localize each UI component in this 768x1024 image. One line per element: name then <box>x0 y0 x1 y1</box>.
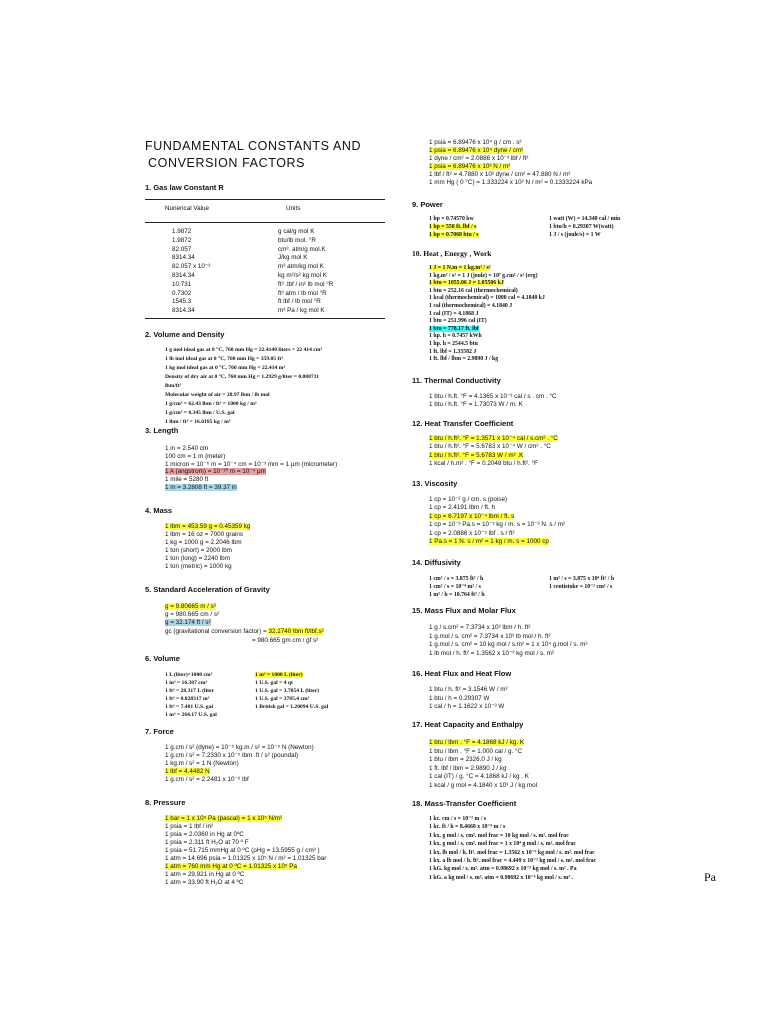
heat-capacity-line-text: 1 btu / lbm = 2326.0 J / kg <box>429 756 502 764</box>
heat-transfer-line <box>429 452 523 460</box>
mass-transfer-line <box>429 858 596 866</box>
length-line <box>165 445 208 453</box>
length-line <box>165 461 337 469</box>
table-cell-value: 10.731 <box>172 280 192 288</box>
mass-line-text: 1 ton (long) = 2240 lbm <box>165 555 230 562</box>
volume-right-line <box>255 672 303 680</box>
heat-transfer-line <box>429 443 551 451</box>
volume-density-line <box>165 365 285 373</box>
volume-right-line <box>255 696 309 704</box>
gc-label: gc (gravitational conversion factor) = 32.1740 lbm ft/lbf.s² <box>165 628 324 635</box>
heat-capacity-line-text: 1 kcal / g mol = 4.1840 x 10³ J / kg mol <box>429 782 537 789</box>
volume-density-line <box>165 347 322 355</box>
heat-transfer-line <box>429 460 538 468</box>
heat-flux-line-text: 1 btu / h. ft² = 3.1546 W / m² <box>429 686 508 693</box>
viscosity-line <box>429 538 549 546</box>
pressure-continued-line-text: 1 psia = 6.89476 x 10⁴ dyne / cm² <box>429 147 524 154</box>
volume-density-line-text: 1 g mol ideal gas at 0 °C, 760 mm Hg = 22.4140 liters = 22 414 cm³ <box>165 347 323 353</box>
table-cell-value: 1.9872 <box>172 228 192 235</box>
energy-line-text: 1 ft. lbf = 1.35582 J <box>429 348 477 355</box>
mass-flux-line-text: 1 g / s.cm² = 7.3734 x 10³ lbm / h. ft² <box>429 624 531 631</box>
mass-transfer-line <box>429 841 576 849</box>
volume-density-line-text: 1 lb mol ideal gas at 0 °C, 760 mm Hg = 359.05 ft³ <box>165 356 283 362</box>
pressure-line <box>165 879 243 887</box>
table-bottom-rule <box>145 318 385 319</box>
table-cell-value: 82.057 <box>172 245 192 253</box>
section-heading-diffusivity: 14. Diffusivity <box>412 558 461 567</box>
heat-capacity-line <box>429 748 522 756</box>
gravity-cgs: g = 980.665 cm / s² <box>165 611 220 618</box>
mass-transfer-line <box>429 833 569 841</box>
length-line <box>165 476 208 484</box>
volume-left-line-text: 1 L (liter)=1000 cm³ <box>165 672 213 678</box>
volume-density-line <box>165 356 283 364</box>
volume-right-line <box>255 680 293 688</box>
volume-left-line-text: 1 m³ = 264.17 U.S. gal <box>165 711 217 718</box>
viscosity-line-text: 1 cp = 10⁻² g / cm. s (poise) <box>429 496 508 503</box>
pressure-line-text: 1 atm = 29.921 in Hg at 0 ºC <box>165 871 245 878</box>
pressure-line <box>165 831 244 839</box>
table-header-value: Nunerical Value <box>165 205 209 212</box>
table-cell-units: cm³. atm/g mol.K <box>278 245 326 253</box>
pressure-line-text: 1 atm = 760 mm Hg at 0 ºC = 1.01325 x 10⁵ Pa <box>165 863 297 870</box>
volume-left-line <box>165 680 207 688</box>
mass-flux-line <box>429 650 554 658</box>
energy-line-text: 1 ft. lbf / lbm = 2.9890 J / kg <box>429 356 499 363</box>
mass-line-text: 1 lbm = 16 oz = 7000 grains <box>165 531 244 538</box>
heat-flux-line <box>429 695 489 703</box>
thermal-conductivity-line-text: 1 btu / h.ft. °F = 4.1365 x 10⁻³ cal / s . cm . °C <box>429 393 557 400</box>
volume-left-line <box>165 712 217 720</box>
mass-flux-line-text: 1 g.mol / s. cm² = 10 kg mol / s.m² = 1 x 10⁴ g.mol / s. m² <box>429 641 588 649</box>
energy-line <box>429 265 490 273</box>
volume-left-line <box>165 688 214 696</box>
volume-left-line-text: 1 ft³ = 7.481 U.S. gal <box>165 703 214 710</box>
power-left-line-text: 1 hp = 550 ft. lbf / s <box>429 224 477 230</box>
volume-right-line <box>255 688 319 696</box>
section-heading-mass-flux: 15. Mass Flux and Molar Flux <box>412 606 516 615</box>
section-heading-viscosity: 13. Viscosity <box>412 479 458 488</box>
power-left-line-text: 1 hp = 0.7068 btu / s <box>429 232 479 238</box>
volume-left-line <box>165 696 209 704</box>
table-cell-value: 0.7302 <box>172 289 192 297</box>
thermal-conductivity-line <box>429 401 523 409</box>
table-header-units: Units <box>286 205 301 212</box>
pressure-line-text: 1 psia = 51.715 mmHg at 0 ºC (ρHg = 13.5955 g / cm³ ) <box>165 847 320 854</box>
power-left-line-text: 1 hp = 0.74570 kw <box>429 216 474 222</box>
mass-transfer-line <box>429 816 486 824</box>
length-line-text: 100 cm = 1 m (meter) <box>165 452 226 460</box>
table-cell-units: ft lbf / lb mol °R <box>278 298 321 306</box>
section-heading-heat-capacity: 17. Heat Capacity and Enthalpy <box>412 720 524 729</box>
length-line-text: 1 micron = 10⁻⁶ m = 10⁻⁴ cm = 10⁻³ mm = 1 µm (micrometer) <box>165 460 338 468</box>
mass-transfer-line-text: 1 kx. lb mol / h. ft². mol frac = 1.3562 x 10⁻³ kg mol / s. m². mol frac <box>429 849 595 856</box>
viscosity-line <box>429 513 514 521</box>
diffusivity-left-line-text: 1 cm² / s = 3.875 ft² / h <box>429 576 484 582</box>
table-cell-units: m³ atm/kg mol K <box>278 263 324 271</box>
section-heading-power: 9. Power <box>412 200 443 209</box>
volume-right-line <box>255 704 328 712</box>
table-cell-units: g cal/g mol K <box>278 228 315 235</box>
viscosity-line-text: 1 Pa.s = 1 N. s / m² = 1 kg / m. s = 1000 cp <box>429 538 549 545</box>
section-heading-energy: 10. Heat , Energy , Work <box>412 249 492 258</box>
energy-line <box>429 303 512 311</box>
energy-line <box>429 318 487 326</box>
mass-transfer-line-text: 1 kx. g mol / s. cm². mol frac = 10 kg mol / s. m². mol frac <box>429 832 569 839</box>
mass-transfer-line-text: 1 kG. kg mol / s. m². atm = 0.98692 x 10⁻⁵ kg mol / s. m² . Pa <box>429 866 577 873</box>
pressure-continued-line <box>429 155 528 163</box>
pressure-continued-line-text: 1 mm Hg ( 0 °C) = 1.333224 x 10² N / m² = 0.1333224 kPa <box>429 179 593 186</box>
force-line-text: 1 g.cm / s² = 2.2481 x 10⁻⁶ lbf <box>165 776 249 784</box>
power-right-line <box>549 216 620 224</box>
energy-line-text: 1 cal (thermochemical) = 4.1840 J <box>429 303 513 309</box>
volume-density-line <box>165 392 270 400</box>
heat-capacity-line-text: 1 btu / lbm . °F = 4.1868 kJ / kg. K <box>429 739 525 746</box>
power-left-line <box>429 224 476 232</box>
section-heading-length: 3. Length <box>145 426 179 435</box>
length-line-text: 1 mile = 5280 ft <box>165 476 209 484</box>
section-heading-mass-transfer: 18. Mass-Transfer Coefficient <box>412 799 517 808</box>
pressure-continued-line <box>429 179 592 187</box>
volume-left-line <box>165 704 213 712</box>
table-cell-value: 8314.34 <box>172 272 195 279</box>
force-line-text: 1 kg.m / s² = 1 N (Newton) <box>165 760 239 768</box>
diffusivity-right-line <box>549 576 614 584</box>
table-cell-value: 8314.34 <box>172 307 195 315</box>
pressure-continued-line-text: 1 psia = 6.89476 x 10⁴ g / cm . s² <box>429 139 522 146</box>
table-header-rule <box>145 222 385 223</box>
mass-line-text: 1 lbm = 453.59 g = 0.45359 kg <box>165 523 251 530</box>
section-heading-heat-transfer: 12. Heat Transfer Coefficient <box>412 419 514 428</box>
volume-right-line-text: 1 U.S. gal = 3.7854 L (liter) <box>255 687 319 694</box>
energy-line <box>429 280 504 288</box>
energy-line <box>429 326 479 334</box>
power-right-line-text: 1 J / s (joule/s) = 1 W <box>549 232 601 238</box>
mass-line-text: 1 ton (metric) = 1000 kg <box>165 563 232 570</box>
volume-density-line <box>165 383 181 391</box>
power-right-line <box>549 224 614 232</box>
mass-line <box>165 547 232 555</box>
table-cell-value: 82.057 x 10⁻³ <box>172 263 211 271</box>
heat-capacity-line <box>429 773 529 781</box>
energy-line <box>429 333 482 341</box>
mass-transfer-line-text: 1 kx. a lb mol / h. ft². mol frac = 4.449 x 10⁻³ kg mol / s. m². mol frac <box>429 858 597 864</box>
pressure-line-text: 1 psia = 2.311 ft H₂O at 70 º F <box>165 839 249 846</box>
heat-transfer-line-text: 1 btu / h.ft². °F = 5.6783 x 10⁻⁴ W / cm² . °C <box>429 443 551 451</box>
pressure-continued-line-text: 1 dyne / cm² = 2.0886 x 10⁻³ lbf / ft² <box>429 155 529 162</box>
heat-capacity-line-text: 1 ft. lbf / lbm = 2.9890 J / kg <box>429 764 507 772</box>
mass-transfer-line <box>429 824 505 832</box>
length-line <box>165 453 225 461</box>
heat-capacity-line-text: 1 btu / lbm . °F = 1.000 cal / g. °C <box>429 747 523 755</box>
mass-line <box>165 563 232 571</box>
length-line-text: 1 m = 3.2808 ft = 39.37 in <box>165 484 237 491</box>
pressure-line-text: 1 psia = 1 lbf / in² <box>165 823 214 830</box>
volume-right-line-text: 1 m³ = 1000 L (liter) <box>255 672 303 678</box>
heat-transfer-line-text: 1 btu / h.ft². °F = 1.3571 x 10⁻⁴ cal / s.cm² . °C <box>429 435 558 442</box>
mass-line <box>165 555 230 563</box>
volume-density-line <box>165 410 235 418</box>
pressure-line-text: 1 atm = 33.90 ft H₂O at 4 ºC <box>165 879 244 886</box>
pressure-line-text: 1 atm = 14.696 psia = 1.01325 x 10⁵ N / m² = 1.01325 bar <box>165 855 327 862</box>
table-cell-units: btu/lb mol. °R <box>278 236 316 244</box>
gravity-english: g = 32.174 ft / s² <box>165 619 211 626</box>
power-right-line-text: 1 btu/h = 0.29307 W(watt) <box>549 224 614 230</box>
volume-density-line-text: Density of dry air at 0 °C, 760 mm Hg = 1.2929 g/liter = 0.080711 <box>165 374 319 380</box>
mass-line <box>165 539 242 547</box>
length-line <box>165 468 266 476</box>
pressure-line <box>165 839 249 847</box>
force-line <box>165 752 298 760</box>
pressure-line <box>165 863 297 871</box>
energy-line <box>429 349 476 357</box>
heat-capacity-line <box>429 739 524 747</box>
force-line <box>165 776 249 784</box>
table-cell-value: 1545.3 <box>172 298 192 306</box>
length-line <box>165 484 237 492</box>
energy-line-text: 1 btu = 252.16 cal (thermochemical) <box>429 287 518 294</box>
gravity-si: g = 9.80665 m / s² <box>165 603 216 610</box>
pressure-line <box>165 855 326 863</box>
table-cell-units: kg m²/s² kg mol K <box>278 272 327 279</box>
energy-line-text: 1 hp. h = 2544.5 btu <box>429 341 478 347</box>
energy-line-text: 1 kcal (thermochemical) = 1000 cal = 4.1840 kJ <box>429 295 545 302</box>
heat-capacity-line <box>429 782 537 790</box>
mass-transfer-line-text: 1 kG. a kg mol / s. m². atm = 0.98692 x 10⁻⁵ kg mol / s. m² . <box>429 874 573 881</box>
heat-flux-line-text: 1 btu / h = 0.29307 W <box>429 694 490 702</box>
energy-line-text: 1 btu = 778.17 ft. lbf <box>429 325 479 332</box>
heat-transfer-line <box>429 435 558 443</box>
volume-left-line <box>165 672 212 680</box>
energy-line <box>429 356 498 364</box>
force-line <box>165 768 210 776</box>
heat-flux-line <box>429 703 504 711</box>
section-heading-volume: 6. Volume <box>145 654 180 663</box>
pressure-continued-line-text: 1 lbf / ft² = 4.7880 x 10² dyne / cm² = 47.880 N / m² <box>429 171 571 178</box>
table-cell-units: ft³ .lbf / in² lb mol °R <box>278 280 334 288</box>
volume-left-line-text: 1 in³ = 16.387 cm³ <box>165 679 208 686</box>
pressure-line <box>165 847 320 855</box>
energy-line <box>429 273 538 281</box>
volume-density-line-text: 1 kg mol ideal gas at 0 °C, 760 mm Hg = 22.414 m³ <box>165 365 286 371</box>
diffusivity-left-line <box>429 584 481 592</box>
section-heading-mass: 4. Mass <box>145 506 173 515</box>
energy-line-text: 1 btu = 1055.06 J = 1.05506 kJ <box>429 280 504 287</box>
table-cell-value: 1.9872 <box>172 236 192 244</box>
pressure-line-text: 1 bar = 1 x 10⁵ Pa (pascal) = 1 x 10⁵ N/m² <box>165 815 283 822</box>
title-line-1: FUNDAMENTAL CONSTANTS AND <box>145 139 362 153</box>
mass-line <box>165 523 250 531</box>
force-line-text: 1 g.cm / s² = 7.2330 x 10⁻⁵ lbm .ft / s² (poundal) <box>165 752 299 760</box>
section-heading-heat-flux: 16. Heat Flux and Heat Flow <box>412 669 512 678</box>
table-cell-units: J/kg mol K <box>278 254 308 262</box>
title-line-2: CONVERSION FACTORS <box>148 156 306 170</box>
section-heading-volume-density: 2. Volume and Density <box>145 330 225 339</box>
mass-transfer-line <box>429 866 576 874</box>
pressure-line <box>165 871 244 879</box>
mass-flux-line <box>429 641 587 649</box>
power-left-line <box>429 216 474 224</box>
pressure-line-text: 1 psia = 2.0360 in Hg at 0ºC <box>165 831 244 838</box>
diffusivity-left-line-text: 1 cm² / s = 10⁻⁴ m² / s <box>429 584 481 591</box>
section-heading-thermal-conductivity: 11. Thermal Conductivity <box>412 376 501 385</box>
section-heading-force: 7. Force <box>145 727 174 736</box>
section-heading-pressure: 8. Pressure <box>145 798 186 807</box>
diffusivity-right-line-text: 1 m² / s = 3.875 x 10⁴ ft² / h <box>549 576 615 582</box>
viscosity-line-text: 1 cp = 2.4191 lbm / ft. h <box>429 504 495 512</box>
section-heading-gas-law: 1. Gas law Constant R <box>145 183 224 192</box>
energy-line-text: 1 hp. h = 0.7457 kWh <box>429 333 482 340</box>
pressure-continued-line <box>429 139 522 147</box>
volume-left-line-text: 1 ft³ = 28.317 L (liter <box>165 687 214 694</box>
viscosity-line <box>429 504 495 512</box>
power-right-line-text: 1 watt (W) = 14.340 cal / min <box>549 216 621 222</box>
viscosity-line-text: 1 cp = 10⁻³ Pa.s = 10⁻³ kg / m. s = 10⁻³ N. s / m² <box>429 521 566 529</box>
pressure-continued-line-text: 1 psia = 6.89476 x 10³ N / m² <box>429 163 511 170</box>
energy-line <box>429 295 545 303</box>
gc-english: 32.1740 lbm ft/lbf.s² <box>268 628 324 635</box>
volume-density-line <box>165 374 319 382</box>
heat-capacity-line <box>429 756 502 764</box>
thermal-conductivity-line <box>429 393 557 401</box>
volume-density-line-text: 1 g/cm³ = 62.43 lbm / ft³ = 1000 kg / m³ <box>165 401 257 407</box>
viscosity-line <box>429 530 515 538</box>
heat-flux-line <box>429 686 508 694</box>
mass-line-text: 1 ton (short) = 2000 lbm <box>165 547 233 554</box>
mass-transfer-tail-unit: Pa <box>704 870 716 884</box>
viscosity-line-text: 1 cp = 2.0886 x 10⁻⁵ lbf . s / ft² <box>429 529 515 537</box>
length-line-text: 1 in = 2.540 cm <box>165 445 209 452</box>
viscosity-line-text: 1 cp = 6.7197 x 10⁻⁴ lbm / ft. s <box>429 512 515 520</box>
heat-capacity-line-text: 1 cal (IT) / g. °C = 4.1868 kJ / kg . K <box>429 773 529 781</box>
section-heading-gravity: 5. Standard Acceleration of Gravity <box>145 585 270 594</box>
volume-right-line-text: 1 British gal = 1.20094 U.S. gal <box>255 703 329 710</box>
power-right-line <box>549 232 601 240</box>
pressure-continued-line <box>429 171 570 179</box>
pressure-continued-line <box>429 163 510 171</box>
force-line-text: 1 g.cm / s² (dyne) = 10⁻⁵ kg.m / s² = 10⁻⁵ N (Newton) <box>165 744 314 751</box>
mass-transfer-line <box>429 850 595 858</box>
volume-density-line <box>165 401 257 409</box>
energy-line <box>429 341 478 349</box>
pressure-line <box>165 815 282 823</box>
force-line <box>165 744 314 752</box>
viscosity-line <box>429 521 565 529</box>
mass-transfer-line <box>429 875 573 883</box>
mass-flux-line-text: 1 g.mol / s. cm² = 7.3734 x 10³ lb mol / h. ft² <box>429 632 551 640</box>
volume-density-line-text: lbm/ft³ <box>165 383 182 389</box>
volume-left-line-text: 1 ft³ = 0.028317 m³ <box>165 695 210 702</box>
volume-right-line-text: 1 U.S. gal = 3785.4 cm³ <box>255 695 310 702</box>
power-left-line <box>429 232 479 240</box>
diffusivity-left-line <box>429 592 485 600</box>
diffusivity-right-line-text: 1 centistoke = 10⁻² cm² / s <box>549 584 613 591</box>
volume-right-line-text: 1 U.S. gal = 4 qt <box>255 679 293 686</box>
volume-density-line-text: Molecular weight of air = 28.97 lbm / lb mol <box>165 392 270 398</box>
heat-transfer-line-text: 1 btu / h.ft². °F = 5.6783 W / m² .K <box>429 451 524 459</box>
force-line-text: 1 lbf = 4.4482 N <box>165 768 210 776</box>
viscosity-line <box>429 496 507 504</box>
mass-line-text: 1 kg = 1000 g = 2.2046 lbm <box>165 539 242 546</box>
energy-line-text: 1 cal (IT) = 4.1868 J <box>429 310 479 317</box>
table-cell-value: 8314.34 <box>172 254 195 262</box>
thermal-conductivity-line-text: 1 btu / h.ft. °F = 1.73073 W / m. K <box>429 401 523 409</box>
heat-capacity-line <box>429 765 507 773</box>
diffusivity-right-line <box>549 584 612 592</box>
mass-flux-line <box>429 633 551 641</box>
table-cell-units: m³ Pa / kg mol K <box>278 307 325 315</box>
table-top-rule <box>145 199 385 200</box>
force-line <box>165 760 239 768</box>
energy-line-text: 1 J = 1 N.m = 1 kg.m² / s² <box>429 265 491 271</box>
page-title <box>145 138 385 172</box>
volume-density-line-text: 1 g/cm³ = 8.345 lbm / U.S. gal <box>165 410 235 416</box>
mass-flux-line <box>429 624 530 632</box>
pressure-line <box>165 823 213 831</box>
length-line-text: 1 A (angstrom) = 10⁻¹⁰ m = 10⁻⁴ µm <box>165 468 266 476</box>
heat-flux-line-text: 1 cal / h = 1.1622 x 10⁻³ W <box>429 703 505 711</box>
mass-transfer-line-text: 1 kx. g mol / s. cm². mol frac = 1 x 10⁴ g mol / s. m². mol frac <box>429 841 576 848</box>
gc-cgs: = 980.665 gm cm / gf s² <box>252 637 319 644</box>
mass-line <box>165 531 243 539</box>
diffusivity-left-line <box>429 576 483 584</box>
table-cell-units: ft³ atm / lb mol °R <box>278 289 327 297</box>
mass-flux-line-text: 1 lb mol / h. ft² = 1.3562 x 10⁻³ kg mol / s. m² <box>429 649 554 657</box>
heat-transfer-line-text: 1 kcal / h.m² . °F = 0.2048 btu / h.ft². °F <box>429 459 538 467</box>
mass-transfer-line-text: 1 kc. ft / h = 8.4668 x 10⁻⁵ m / s <box>429 824 506 831</box>
volume-density-line-text: 1 lbm / ft³ = 16.0185 kg / m³ <box>165 419 231 425</box>
energy-line-text: 1 kg.m² / s² = 1 J (joule) = 10⁷ g.cm² / s² (erg) <box>429 272 538 279</box>
energy-line-text: 1 btu = 251.996 cal (IT) <box>429 318 487 325</box>
diffusivity-left-line-text: 1 m² / h = 10.764 ft² / h <box>429 592 485 599</box>
mass-transfer-line-text: 1 kc. cm / s = 10⁻² m / s <box>429 816 487 822</box>
pressure-continued-line <box>429 147 523 155</box>
